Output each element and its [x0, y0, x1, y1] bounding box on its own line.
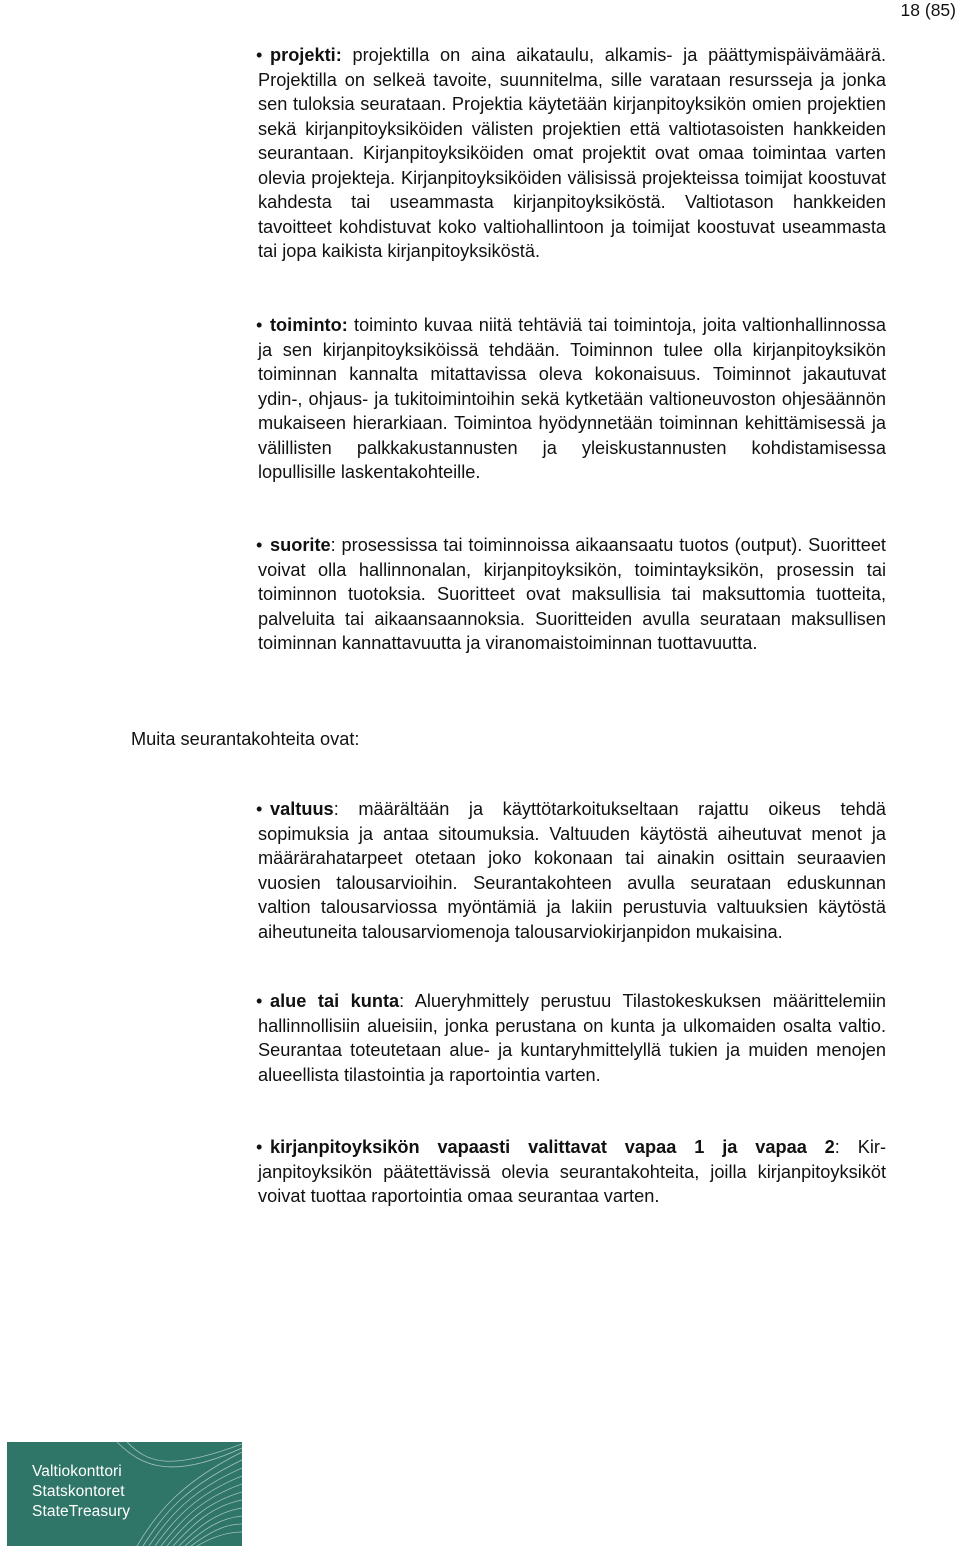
page-number: 18 (85): [900, 0, 956, 20]
section-heading: Muita seurantakohteita ovat:: [131, 729, 360, 749]
bullet-dot: •: [256, 991, 263, 1011]
bullet-text: toiminto kuvaa niitä tehtäviä tai toimintoja, joita valtionhallinnossa ja sen kirjanpitoyksiköissä tehdään. Toiminnon tulee olla kirjanpitoyksikön toiminnan kannalta mitattavissa oleva kokonaisuus. Toiminnot jakautuvat ydin-, ohjaus- ja tukitoimintoihin sekä kytketään valtioneuvoston ohjesäännön mukaiseen hierarkiaan. Toimintoa hyödynnetään toiminnan kehittämisessä ja välillisten palkkakustannusten ja yleiskustannusten kohdistamisessa lopullisille laskentakohteille.: [258, 315, 886, 482]
logo-line: StateTreasury: [32, 1503, 131, 1520]
logo-text: [32, 1462, 130, 1522]
bullet-term: kirjanpitoyksikön vapaasti valittavat vapaa 1 ja vapaa 2: [270, 1137, 835, 1157]
bullet-term: toiminto:: [270, 315, 348, 335]
bullet-toiminto: [258, 313, 886, 485]
bullet-dot: •: [256, 315, 263, 335]
valtiokonttori-logo: [7, 1442, 242, 1546]
bullet-text: projektilla on aina aikataulu, alkamis- ja päättymispäivämäärä. Projektilla on selkeä tavoite, suunnitelma, sille varataan resursseja ja jonka sen tuloksia seurataan. Projektia käytetään kirjanpitoyksikön omien projektien sekä kirjanpitoyksiköiden välisten projektien että valtiotasoisten hankkeiden seurantaan. Kirjanpitoyksiköiden omat projektit ovat omaa toimintaa varten olevia projekteja. Kirjanpitoyksiköiden välisissä projekteissa toimijat koostuvat kahdesta tai useammasta kirjanpitoyksiköstä. Valtiotason hankkeiden tavoitteet kohdistuvat koko valtiohallintoon ja toimijat koostuvat useammasta tai jopa kaikista kirjanpitoyksiköstä.: [258, 45, 886, 261]
bullet-dot: •: [256, 535, 263, 555]
logo-line: Statskontoret: [32, 1483, 125, 1500]
bullet-dot: •: [256, 1137, 263, 1157]
bullet-projekti: [258, 43, 886, 264]
bullet-term: alue tai kunta: [270, 991, 400, 1011]
bullet-suorite: [258, 533, 886, 656]
bullet-text: : prosessissa tai toiminnoissa aikaansaatu tuotos (output). Suoritteet voivat olla hallinnonalan, kirjanpitoyksikön, toimintayksikön, prosessin tai toiminnon tuotoksia. Suoritteet ovat maksullisia tai maksuttomia tuotteita, palveluita tai aikaansaannoksia. Suoritteiden avulla seurataan maksullisen toiminnan kannattavuutta ja viranomaistoiminnan tuottavuutta.: [258, 535, 886, 653]
bullet-alue-tai-kunta: [258, 989, 886, 1087]
bullet-valtuus: [258, 797, 886, 944]
bullet-text: : Kirjanpitoyksikön päätettävissä olevia seurantakohteita, joilla kirjanpitoyksiköt voivat tuottaa raportointia omaa seurantaa varten.: [258, 1137, 887, 1206]
bullet-dot: •: [256, 799, 263, 819]
bullet-term: valtuus: [270, 799, 334, 819]
bullet-text: : Alueryhmittely perustuu Tilastokeskuksen määrittelemiin hallinnollisiin alueisiin, jonka perustana on kunta ja ulkomaiden osalta valtio. Seurantaa toteutetaan alue- ja kuntaryhmittelyllä tukien ja muiden menojen alueellista tilastointia ja raportointia varten.: [258, 991, 886, 1085]
bullet-term: suorite: [270, 535, 331, 555]
logo-line: Valtiokonttori: [32, 1463, 122, 1480]
bullet-dot: •: [256, 45, 263, 65]
bullet-term: projekti:: [270, 45, 342, 65]
bullet-vapaa: [258, 1135, 886, 1209]
bullet-text: : määrältään ja käyttötarkoitukseltaan rajattu oikeus tehdä sopimuksia ja antaa sitoumuksia. Valtuuden käytöstä aiheutuvat menot ja määrärahatarpeet otetaan joko kokonaan tai ainakin osittain seuraavien vuosien talousarvioihin. Seurantakohteen avulla seurataan eduskunnan valtion talousarviossa myöntämiä ja lakiin perustuvia valtuuksien käytöstä aiheutuneita talousarviomenoja talousarviokirjanpidon mukaisina.: [258, 799, 886, 942]
